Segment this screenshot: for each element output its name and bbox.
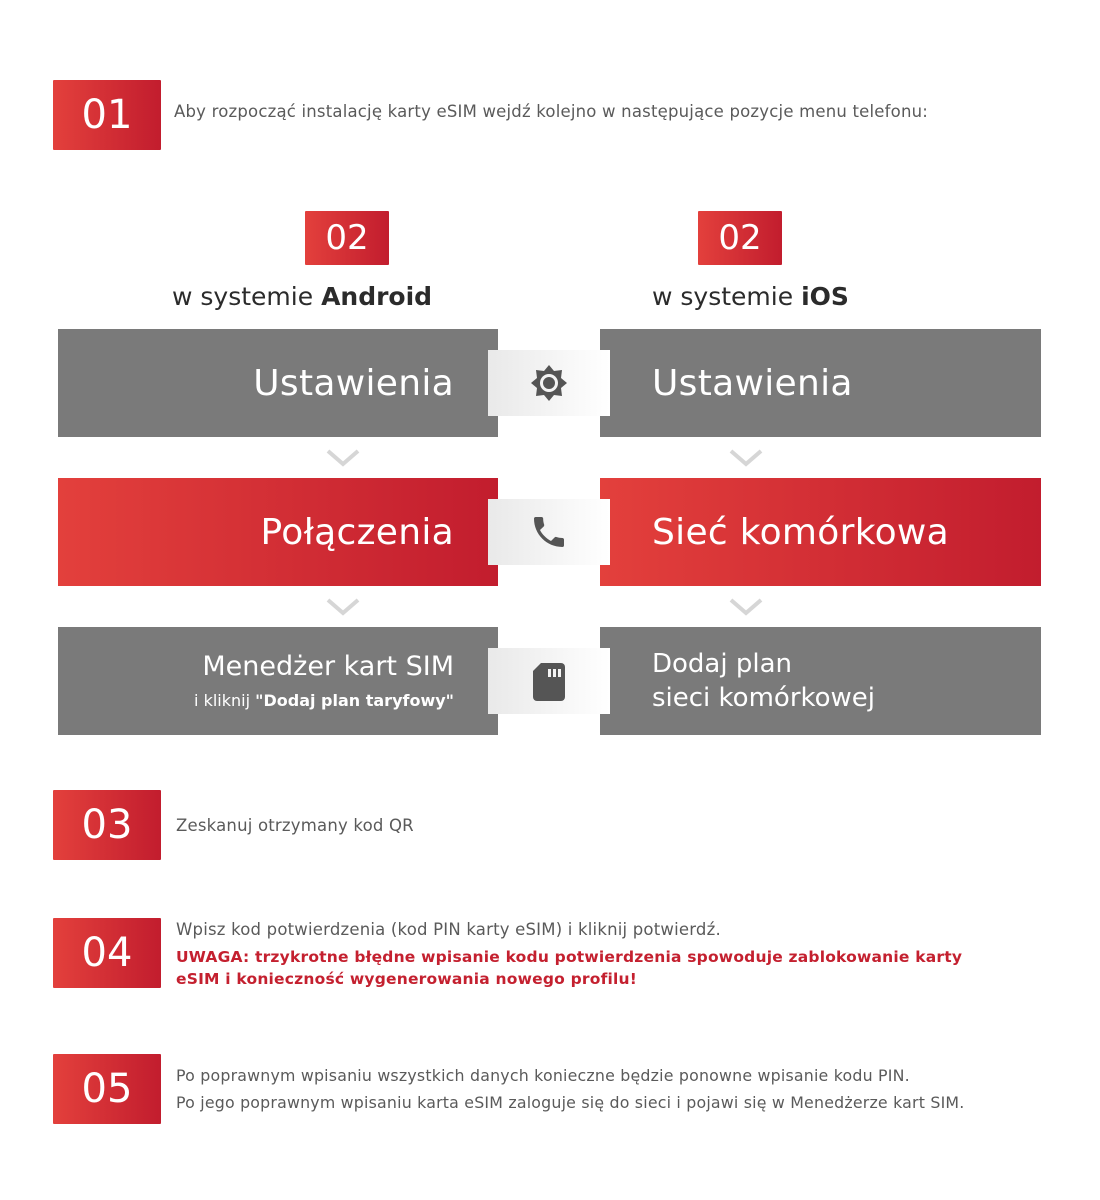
step-number: 03 [81,802,133,848]
step-number: 02 [718,218,762,258]
step-number: 01 [81,92,133,138]
step-4-warning-line1: UWAGA: trzykrotne błędne wpisanie kodu potwierdzenia spowoduje zablokowanie karty [176,948,963,966]
calls-icon-box [488,499,610,565]
android-calls-step [58,478,498,586]
step-number-badge [53,80,161,150]
step-number: 04 [81,930,133,976]
step-label-line2: sieci komórkowej [652,683,876,713]
heading-prefix: w systemie [652,282,794,311]
step-label-line1: Dodaj plan [652,649,792,679]
step-number: 05 [81,1066,133,1112]
step-label: Połączenia [260,511,454,553]
step-5-line2: Po jego poprawnym wpisaniu karta eSIM zaloguje się do sieci i pojawi się w Menedżerze kart SIM. [176,1093,965,1112]
ios-add-plan-step [600,627,1041,735]
chevron-down-icon [326,598,360,616]
sim-icon-box [488,648,610,714]
ios-settings-step [600,329,1041,437]
step-number-badge [53,918,161,988]
step-number-badge [53,1054,161,1124]
step-1-text: Aby rozpocząć instalację karty eSIM wejdź kolejno w następujące pozycje menu telefonu: [174,102,929,121]
heading-os: iOS [801,282,849,311]
android-settings-step [58,329,498,437]
heading-prefix: w systemie [172,282,314,311]
heading-os: Android [321,282,433,311]
settings-gear-icon [529,363,569,403]
step-3-text: Zeskanuj otrzymany kod QR [176,816,414,835]
step-number-badge [53,790,161,860]
step-number: 02 [325,218,369,258]
chevron-down-icon [729,449,763,467]
step-5-line1: Po poprawnym wpisaniu wszystkich danych konieczne będzie ponowne wpisanie kodu PIN. [176,1066,910,1085]
ios-cellular-step [600,478,1041,586]
step-label: Ustawienia [253,362,454,404]
step-label: Menedżer kart SIM [202,651,454,682]
sub-bold: "Dodaj plan taryfowy" [255,691,454,710]
step-4-text: Wpisz kod potwierdzenia (kod PIN karty eSIM) i kliknij potwierdź. [176,920,721,939]
ios-step-number-badge [698,211,782,265]
step-sublabel [194,690,454,712]
sub-prefix: i kliknij [194,691,251,710]
phone-icon [529,512,569,552]
android-sim-manager-step [58,627,498,735]
step-label: Sieć komórkowa [652,511,950,553]
step-label: Ustawienia [652,362,853,404]
android-step-number-badge [305,211,389,265]
chevron-down-icon [729,598,763,616]
chevron-down-icon [326,449,360,467]
sim-card-icon [531,661,567,701]
android-heading [172,282,432,311]
ios-heading [652,282,849,311]
settings-icon-box [488,350,610,416]
step-4-warning-line2: eSIM i konieczność wygenerowania nowego profilu! [176,970,638,988]
